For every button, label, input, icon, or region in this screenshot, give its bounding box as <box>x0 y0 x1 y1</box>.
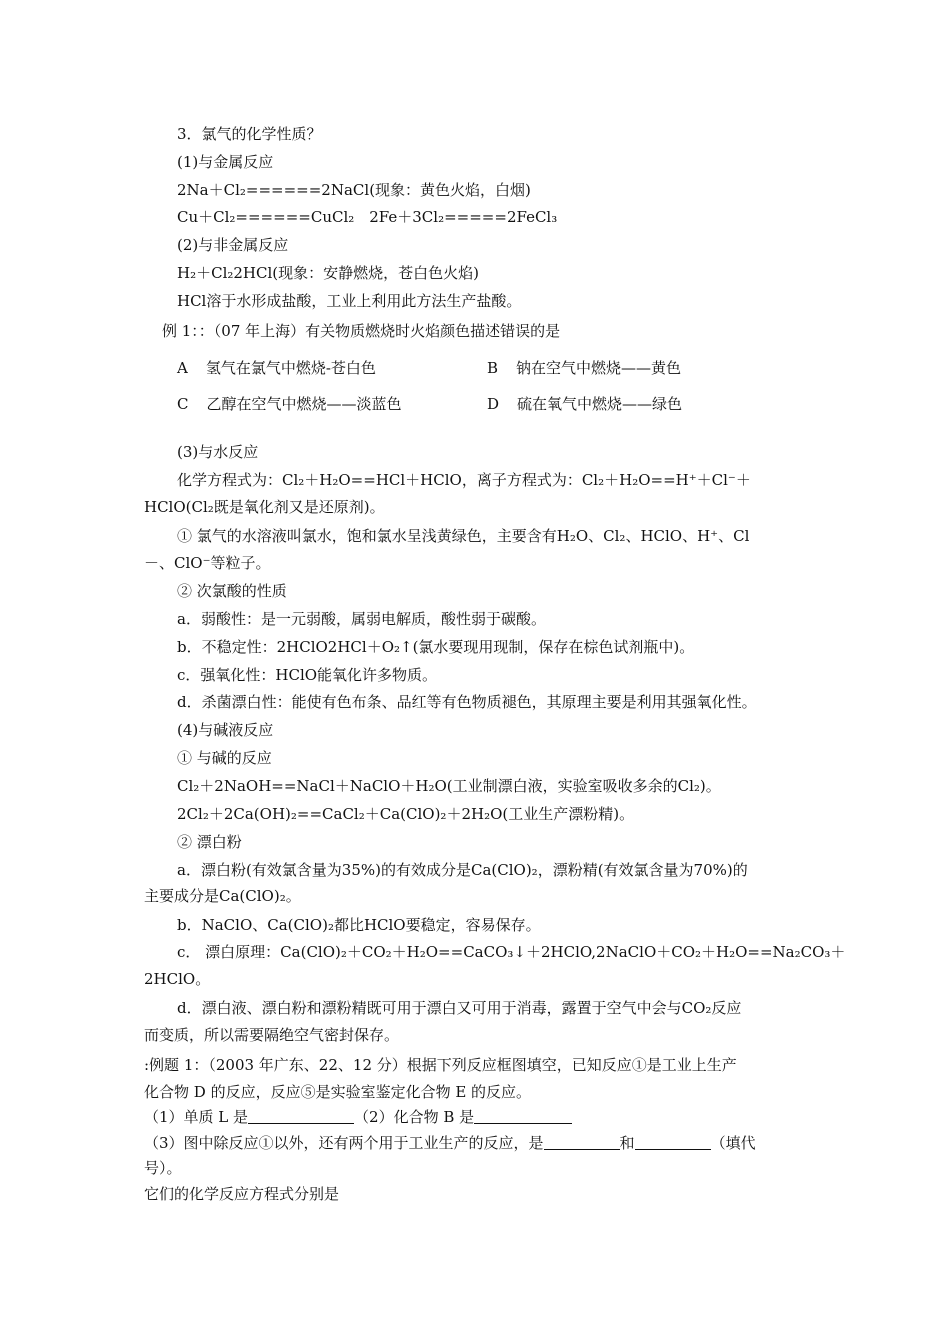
answer-blank-1[interactable] <box>248 1108 354 1124</box>
example1-stem: 例 1：：（07 年上海）有关物质燃烧时火焰颜色描述错误的是 <box>162 322 561 340</box>
question-3-label: （3）图中除反应①以外，还有两个用于工业生产的反应，是 <box>144 1134 544 1152</box>
base-reaction-heading: ① 与碱的反应 <box>177 749 272 767</box>
water-equation-line2: HClO(Cl₂既是氧化剂又是还原剂)。 <box>144 498 385 516</box>
answer-blank-2[interactable] <box>474 1108 572 1124</box>
chlorine-water-line2: －、ClO⁻等粒子。 <box>144 554 271 572</box>
question-1-label: （1）单质 L 是 <box>144 1108 249 1126</box>
hclo-unstable: b．不稳定性：2HClO2HCl＋O₂↑(氯水要现用现制，保存在棕色试剂瓶中)。 <box>177 638 695 656</box>
bleaching-d-line2: 而变质，所以需要隔绝空气密封保存。 <box>144 1026 400 1044</box>
equation-cu-fe-cl2: Cu＋Cl₂======CuCl₂ 2Fe＋3Cl₂=====2FeCl₃ <box>177 208 558 226</box>
nonmetal-heading: (2)与非金属反应 <box>177 236 289 254</box>
hclo-oxidizing: c．强氧化性：HClO能氧化许多物质。 <box>177 666 438 684</box>
bleaching-b: b．NaClO、Ca(ClO)₂都比HClO要稳定，容易保存。 <box>177 916 541 934</box>
option-text: 乙醇在空气中燃烧——淡蓝色 <box>206 395 402 413</box>
example2-stem-line1: :例题 1：（2003 年广东、22、12 分）根据下列反应框图填空，已知反应①是工业上生产 <box>144 1056 737 1074</box>
answer-blank-3[interactable] <box>544 1134 620 1150</box>
bleaching-a-line2: 主要成分是Ca(ClO)₂。 <box>144 887 301 905</box>
bleaching-a-line1: a．漂白粉(有效氯含量为35%)的有效成分是Ca(ClO)₂，漂粉精(有效氯含量为70%)的 <box>177 861 748 879</box>
hclo-heading: ② 次氯酸的性质 <box>177 582 287 600</box>
metal-heading: (1)与金属反应 <box>177 153 274 171</box>
question-3-suffix: （填代 <box>710 1134 756 1152</box>
option-a <box>177 358 376 378</box>
water-equation-line1: 化学方程式为：Cl₂＋H₂O==HCl＋HClO，离子方程式为：Cl₂＋H₂O==H⁺＋Cl⁻＋ <box>177 471 751 489</box>
question-3-and: 和 <box>619 1134 635 1152</box>
bleaching-c-line1: c． 漂白原理：Ca(ClO)₂＋CO₂＋H₂O==CaCO₃↓＋2HClO,2NaClO＋CO₂＋H₂O==Na₂CO₃＋ <box>177 943 846 961</box>
question-1-2 <box>144 1107 572 1127</box>
bleaching-d-line1: d．漂白液、漂白粉和漂粉精既可用于漂白又可用于消毒，露置于空气中会与CO₂反应 <box>177 999 742 1017</box>
bleaching-powder-heading: ② 漂白粉 <box>177 833 242 851</box>
alkali-heading: (4)与碱液反应 <box>177 721 274 739</box>
option-c <box>177 394 402 414</box>
chlorine-water-line1: ① 氯气的水溶液叫氯水，饱和氯水呈浅黄绿色，主要含有H₂O、Cl₂、HClO、H⁺、Cl <box>177 527 750 545</box>
equation-na-cl2: 2Na＋Cl₂======2NaCl(现象：黄色火焰，白烟) <box>177 181 531 199</box>
answer-blank-4[interactable] <box>635 1134 711 1150</box>
option-text: 硫在氧气中燃烧——绿色 <box>517 395 683 413</box>
bleaching-c-line2: 2HClO。 <box>144 970 211 988</box>
hclo-bleaching: d．杀菌漂白性：能使有色布条、品红等有色物质褪色，其原理主要是利用其强氧化性。 <box>177 693 757 711</box>
question-3 <box>144 1133 756 1153</box>
section-title: 3．氯气的化学性质？ <box>177 125 322 143</box>
option-b <box>487 358 681 378</box>
option-d <box>487 394 682 414</box>
option-key: D <box>487 395 500 413</box>
example2-stem-line2: 化合物 D 的反应，反应⑤是实验室鉴定化合物 E 的反应。 <box>144 1083 532 1101</box>
option-text: 钠在空气中燃烧——黄色 <box>516 359 682 377</box>
hcl-note: HCl溶于水形成盐酸，工业上利用此方法生产盐酸。 <box>177 292 522 310</box>
option-text: 氢气在氯气中燃烧-苍白色 <box>205 359 376 377</box>
hclo-weak-acid: a．弱酸性：是一元弱酸，属弱电解质，酸性弱于碳酸。 <box>177 610 546 628</box>
equation-naoh: Cl₂＋2NaOH==NaCl＋NaClO＋H₂O(工业制漂白液，实验室吸收多余的Cl₂)。 <box>177 777 721 795</box>
question-2-label: （2）化合物 B 是 <box>354 1108 475 1126</box>
water-heading: (3)与水反应 <box>177 443 259 461</box>
option-key: C <box>177 395 189 413</box>
option-key: B <box>487 359 499 377</box>
question-3-line2: 号）。 <box>144 1159 182 1177</box>
equation-h2-cl2: H₂＋Cl₂2HCl(现象：安静燃烧，苍白色火焰) <box>177 264 479 282</box>
equation-caoh2: 2Cl₂＋2Ca(OH)₂==CaCl₂＋Ca(ClO)₂＋2H₂O(工业生产漂粉精)。 <box>177 805 635 823</box>
question-4: 它们的化学反应方程式分别是 <box>144 1185 340 1203</box>
option-key: A <box>177 359 188 377</box>
